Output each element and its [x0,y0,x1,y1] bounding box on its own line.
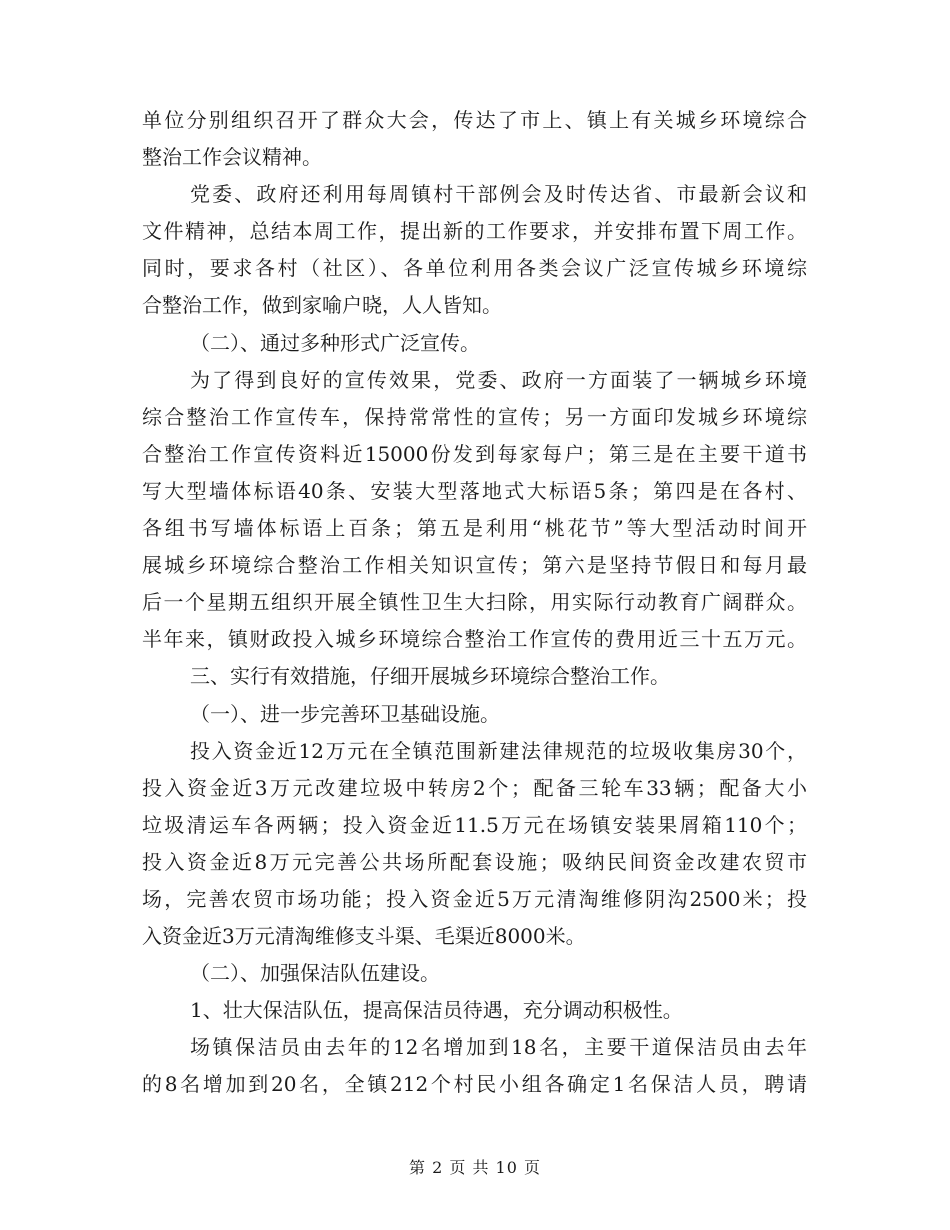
document-body [142,102,807,1104]
text-line: 入资金近3万元清淘维修支斗渠、毛渠近8000米。 [142,924,586,949]
text-line: 合整治工作宣传资料近15000份发到每家每户；第三是在主要干道书 [142,441,807,466]
text-line: 展城乡环境综合整治工作相关知识宣传；第六是坚持节假日和每月最 [142,553,807,578]
text-line: 合整治工作，做到家喻户晓，人人皆知。 [142,293,502,318]
text-line: 同时，要求各村（社区）、各单位利用各类会议广泛宣传城乡环境综 [142,256,807,281]
page-number-footer: 第 2 页 共 10 页 [409,1158,541,1177]
paragraph-start-line: 投入资金近12万元在全镇范围新建法律规范的垃圾收集房30个， [190,738,807,763]
paragraph-start-line: 场镇保洁员由去年的12名增加到18名，主要干道保洁员由去年 [190,1035,807,1060]
text-line: 各组书写墙体标语上百条；第五是利用“桃花节”等大型活动时间开 [142,516,807,541]
text-line: 后一个星期五组织开展全镇性卫生大扫除，用实际行动教育广阔群众。 [142,590,807,615]
text-line: 投入资金近3万元改建垃圾中转房2个；配备三轮车33辆；配备大小 [142,775,807,800]
text-line: 写大型墙体标语40条、安装大型落地式大标语5条；第四是在各村、 [142,478,807,503]
text-line: 场，完善农贸市场功能；投入资金近5万元清淘维修阴沟2500米；投 [142,886,807,911]
subsection-heading: （二）、通过多种形式广泛宣传。 [190,330,480,355]
text-line: 文件精神，总结本周工作，提出新的工作要求，并安排布置下周工作。 [142,219,807,244]
text-line: 综合整治工作宣传车，保持常常性的宣传；另一方面印发城乡环境综 [142,404,807,429]
subsection-heading: （二）、加强保洁队伍建设。 [190,961,440,986]
section-heading: 三、实行有效措施，仔细开展城乡环境综合整治工作。 [190,664,670,689]
item-heading: 1、壮大保洁队伍，提高保洁员待遇，充分调动积极性。 [190,998,683,1023]
subsection-heading: （一）、进一步完善环卫基础设施。 [190,701,500,726]
paragraph-start-line: 党委、政府还利用每周镇村干部例会及时传达省、市最新会议和 [190,182,807,207]
text-line: 垃圾清运车各两辆；投入资金近11.5万元在场镇安装果屑箱110个； [142,812,807,837]
text-line: 半年来，镇财政投入城乡环境综合整治工作宣传的费用近三十五万元。 [142,627,807,652]
text-line: 的8名增加到20名，全镇212个村民小组各确定1名保洁人员，聘请 [142,1072,807,1097]
text-line: 整治工作会议精神。 [142,145,322,170]
paragraph-start-line: 为了得到良好的宣传效果，党委、政府一方面装了一辆城乡环境 [190,367,807,392]
text-line: 单位分别组织召开了群众大会，传达了市上、镇上有关城乡环境综合 [142,108,807,132]
text-line: 投入资金近8万元完善公共场所配套设施；吸纳民间资金改建农贸市 [142,849,807,874]
